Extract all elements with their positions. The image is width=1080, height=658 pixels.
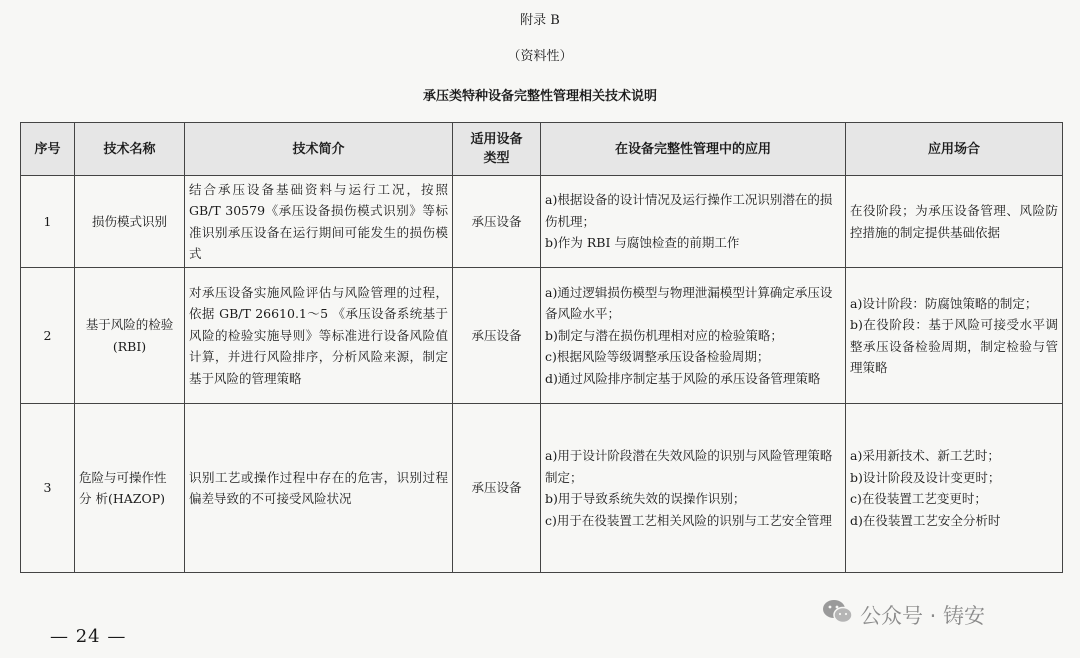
column-header: 技术简介 (185, 123, 453, 176)
column-header: 技术名称 (75, 123, 185, 176)
application-item: b)用于导致系统失效的误操作识别； (545, 491, 746, 506)
technology-intro: 结合承压设备基础资料与运行工况，按照 GB/T 30579《承压设备损伤模式识别》等标准识别承压设备在运行期间可能发生的损伤模式 (185, 176, 453, 268)
row-number: 3 (21, 404, 75, 573)
watermark (822, 598, 985, 631)
integrity-application (541, 404, 846, 573)
application-scene (846, 176, 1063, 268)
application-item: a)用于设计阶段潜在失效风险的识别与风险管理策略制定； (545, 448, 833, 485)
table-header-row (21, 123, 1063, 176)
column-header: 应用场合 (846, 123, 1063, 176)
scene-item: 在役阶段；为承压设备管理、风险防控措施的制定提供基础依据 (850, 203, 1058, 240)
page-number: — 24 — (50, 626, 127, 647)
equipment-type: 承压设备 (453, 404, 541, 573)
row-number: 2 (21, 268, 75, 404)
application-scene (846, 268, 1063, 404)
integrity-application (541, 176, 846, 268)
column-header: 适用设备类型 (453, 123, 541, 176)
wechat-icon (822, 598, 854, 631)
row-number: 1 (21, 176, 75, 268)
table-row (21, 176, 1063, 268)
table-title: 承压类特种设备完整性管理相关技术说明 (422, 89, 657, 104)
application-item: d)通过风险排序制定基于风险的承压设备管理策略 (545, 370, 821, 386)
application-item: b)制定与潜在损伤机理相对应的检验策略； (545, 327, 783, 343)
scene-item: a)采用新技术、新工艺时； (850, 448, 1000, 463)
scene-item: d)在役装置工艺安全分析时 (850, 512, 1001, 528)
equipment-type: 承压设备 (453, 176, 541, 268)
technology-name: 基于风险的检验(RBI) (75, 268, 185, 404)
application-item: b)作为 RBI 与腐蚀检查的前期工作 (545, 235, 740, 251)
appendix-label: 附录 B (520, 13, 560, 28)
application-item: a)通过逻辑损伤模型与物理泄漏模型计算确定承压设备风险水平； (545, 284, 833, 322)
column-header: 在设备完整性管理中的应用 (541, 123, 846, 176)
application-scene (846, 404, 1063, 573)
technology-name: 危险与可操作性 分 析(HAZOP) (75, 404, 185, 573)
scene-item: b)设计阶段及设计变更时； (850, 469, 1001, 485)
application-item: c)根据风险等级调整承压设备检验周期； (545, 349, 770, 365)
technology-intro: 识别工艺或操作过程中存在的危害，识别过程偏差导致的不可接受风险状况 (185, 404, 453, 573)
scene-item: c)在役装置工艺变更时； (850, 491, 987, 506)
table-row (21, 268, 1063, 404)
integrity-application (541, 268, 846, 404)
equipment-type: 承压设备 (453, 268, 541, 404)
column-header: 序号 (21, 123, 75, 176)
application-item: c)用于在役装置工艺相关风险的识别与工艺安全管理 (545, 512, 832, 528)
table-row (21, 404, 1063, 573)
application-item: a)根据设备的设计情况及运行操作工况识别潜在的损伤机理； (545, 192, 833, 229)
technology-intro: 对承压设备实施风险评估与风险管理的过程，依据 GB/T 26610.1～5 《承压设备系统基于风险的检验实施导则》等标准进行设备风险值计算，并进行风险排序，分析风险来源，制定基于风险的管理策略 (185, 268, 453, 404)
watermark-text: 公众号 · 铸安 (860, 603, 986, 628)
scene-item: a)设计阶段：防腐蚀策略的制定； (850, 295, 1038, 311)
technology-name: 损伤模式识别 (75, 176, 185, 268)
scene-item: b)在役阶段：基于风险可接受水平调整承压设备检验周期，制定检验与管理策略 (850, 317, 1058, 375)
technology-table (20, 122, 1063, 573)
appendix-nature: （资料性） (507, 49, 573, 64)
